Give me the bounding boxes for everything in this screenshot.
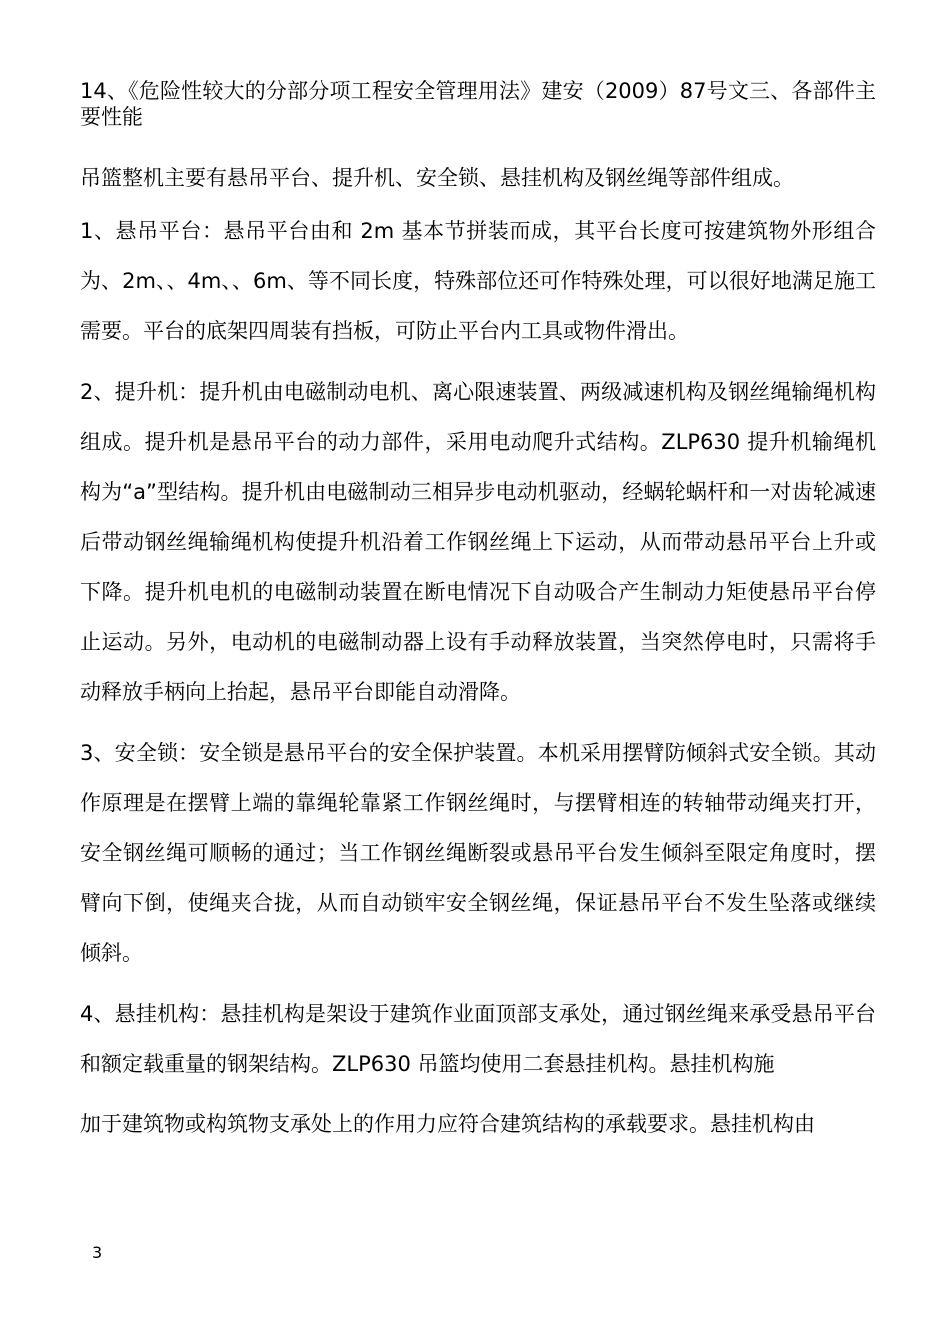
paragraph-hoist: 2、提升机：提升机由电磁制动电机、离心限速装置、两级减速机构及钢丝绳输绳机构组成。提升机是悬吊平台的动力部件，采用电动爬升式结构。ZLP630 提升机输绳机构为“a”型结构。提升机由电磁制动三相异步电动机驱动，经蜗轮蜗杆和一对齿轮减速后带动钢丝绳输绳机构使提升机沿着工作钢丝绳上下运动，从而带动悬吊平台上升或下降。提升机电机的电磁制动装置在断电情况下自动吸合产生制动力矩使悬吊平台停止运动。另外，电动机的电磁制动器上设有手动释放装置，当突然停电时，只需将手动释放手柄向上抬起，悬吊平台即能自动滑降。: [80, 380, 876, 704]
paragraph-overview: 吊篮整机主要有悬吊平台、提升机、安全锁、悬挂机构及钢丝绳等部件组成。: [80, 166, 794, 190]
paragraph-suspended-platform: 1、悬吊平台：悬吊平台由和 2m 基本节拼装而成，其平台长度可按建筑物外形组合为、2m、、4m、、6m、等不同长度，特殊部位还可作特殊处理，可以很好地满足施工需要。平台的底架四周装有挡板，可防止平台内工具或物件滑出。: [80, 219, 876, 343]
paragraph-suspension-continued: 加于建筑物或构筑物支承处上的作用力应符合建筑结构的承载要求。悬挂机构由: [80, 1112, 815, 1136]
paragraph-suspension-mechanism: 4、悬挂机构：悬挂机构是架设于建筑作业面顶部支承处，通过钢丝绳来承受悬吊平台和额定载重量的钢架结构。ZLP630 吊篮均使用二套悬挂机构。悬挂机构施: [80, 1002, 876, 1076]
page-number: 3: [92, 1243, 103, 1262]
document-body: [80, 78, 876, 1168]
section-heading: 14、《危险性较大的分部分项工程安全管理用法》建安（2009）87号文三、各部件主要性能: [80, 79, 876, 129]
paragraph-safety-lock: 3、安全锁：安全锁是悬吊平台的安全保护装置。本机采用摆臂防倾斜式安全锁。其动作原理是在摆臂上端的靠绳轮靠紧工作钢丝绳时，与摆臂相连的转轴带动绳夹打开，安全钢丝绳可顺畅的通过；当工作钢丝绳断裂或悬吊平台发生倾斜至限定角度时，摆臂向下倒，使绳夹合拢，从而自动锁牢安全钢丝绳，保证悬吊平台不发生坠落或继续倾斜。: [80, 741, 876, 965]
